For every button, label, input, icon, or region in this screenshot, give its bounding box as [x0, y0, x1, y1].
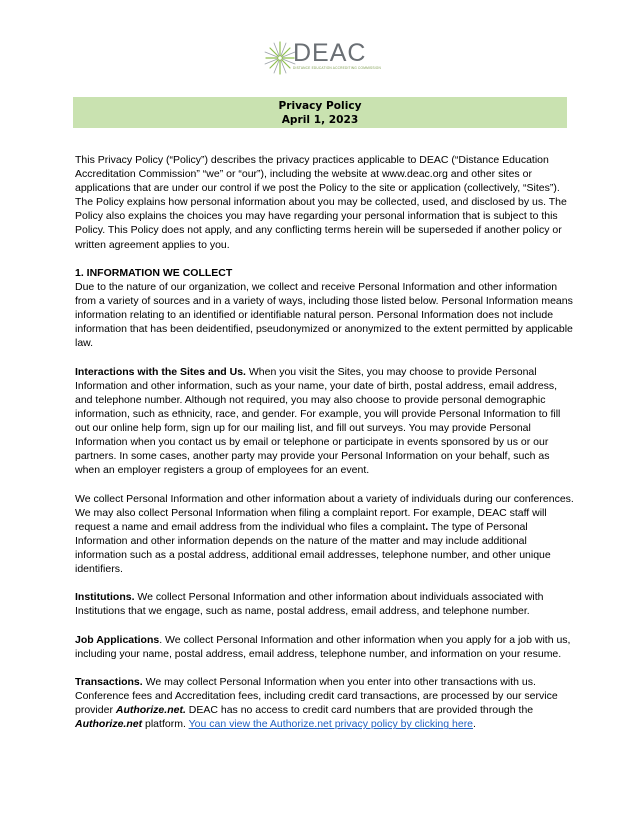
section-1-paragraph: Due to the nature of our organization, we collect and receive Personal Information and other information from a variety of sources and in a variety of ways, including those listed below. Personal Information means information relating to an identified or identifiable natural person. Personal Information does not include information that has been deidentified, pseudonymized or anonymized to the extent permitted by applicable law.	[75, 280, 573, 350]
interactions-text: When you visit the Sites, you may choose to provide Personal Information and other information, such as your name, your date of birth, postal address, email address, and telephone number. Although not required, you may also choose to provide personal demographic information, such as ethnicity, race, and gender. For example, you will provide Personal Information to fill out our online help form, sign up for our mailing list, and fill out surveys. You may provide Personal Information when you contact us by email or telephone or participate in events sponsored by us or our partners. In some cases, another party may provide your Personal Information on your behalf, such as when an employer registers a group of employees for an event.	[75, 365, 561, 477]
provider-name: Authorize.net.	[115, 704, 186, 717]
policy-date: April 1, 2023	[281, 114, 359, 126]
transactions-end: .	[473, 718, 476, 731]
policy-body	[75, 153, 575, 746]
transactions-text-a: We may collect Personal Information when you enter into other transactions with us. Conference fees and Accreditation fees, including credit card transactions, are processed by our service provider	[75, 676, 558, 717]
interactions-label: Interactions with the Sites and Us.	[75, 365, 246, 378]
conferences-text-b: The type of Personal Information and other information depends on the nature of the matter and may include additional information such as a postal address, additional email addresses, telephone number, and other unique identifiers.	[75, 520, 551, 575]
interactions-paragraph	[75, 365, 575, 478]
page-title: Privacy Policy	[278, 100, 362, 112]
logo-text: DEAC	[293, 39, 367, 67]
conferences-paragraph	[75, 492, 575, 577]
transactions-text-b: DEAC has no access to credit card numbers that are provided through the	[185, 704, 534, 717]
institutions-label: Institutions.	[75, 591, 135, 604]
intro-paragraph: This Privacy Policy (“Policy”) describes the privacy practices applicable to DEAC (“Distance Education Accreditation Commission” “we” or “our”), including the website at www.deac.org and other sites or applications that are under our control if we post the Policy to the site or application (collectively, “Sites”). The Policy explains how personal information about you may be collected, used, and disclosed by us. The Policy also explains the choices you may have regarding your personal information that is subject to this Policy. This Policy does not apply, and any conflicting terms herein will be superseded if another policy or written agreement applies to you.	[75, 154, 567, 251]
provider-name-2: Authorize.net	[75, 718, 143, 731]
institutions-paragraph	[75, 590, 575, 618]
transactions-paragraph	[75, 675, 575, 731]
conferences-bold-period: .	[425, 520, 429, 533]
section-heading: 1. INFORMATION WE COLLECT	[75, 266, 233, 279]
transactions-text-c: platform.	[142, 718, 189, 731]
conferences-text-a: We collect Personal Information and other information about a variety of individuals during our conferences. We may also collect Personal Information when filing a complaint report. For example, DEAC staff will request a name and email address from the individual who files a complaint	[75, 492, 574, 533]
jobs-text: . We collect Personal Information and other information when you apply for a job with us, including your name, postal address, email address, telephone number, and information on your resume.	[75, 633, 571, 660]
transactions-label: Transactions.	[75, 676, 143, 689]
jobs-paragraph	[75, 633, 575, 661]
jobs-label: Job Applications	[75, 633, 160, 646]
title-banner	[73, 97, 567, 128]
logo-subtitle: DISTANCE EDUCATION ACCREDITING COMMISSION	[293, 66, 381, 70]
institutions-text: We collect Personal Information and other information about individuals associated with Institutions that we engage, such as name, postal address, email address, and telephone number.	[75, 591, 544, 618]
authorize-privacy-link[interactable]: You can view the Authorize.net privacy policy by clicking here	[188, 718, 474, 731]
